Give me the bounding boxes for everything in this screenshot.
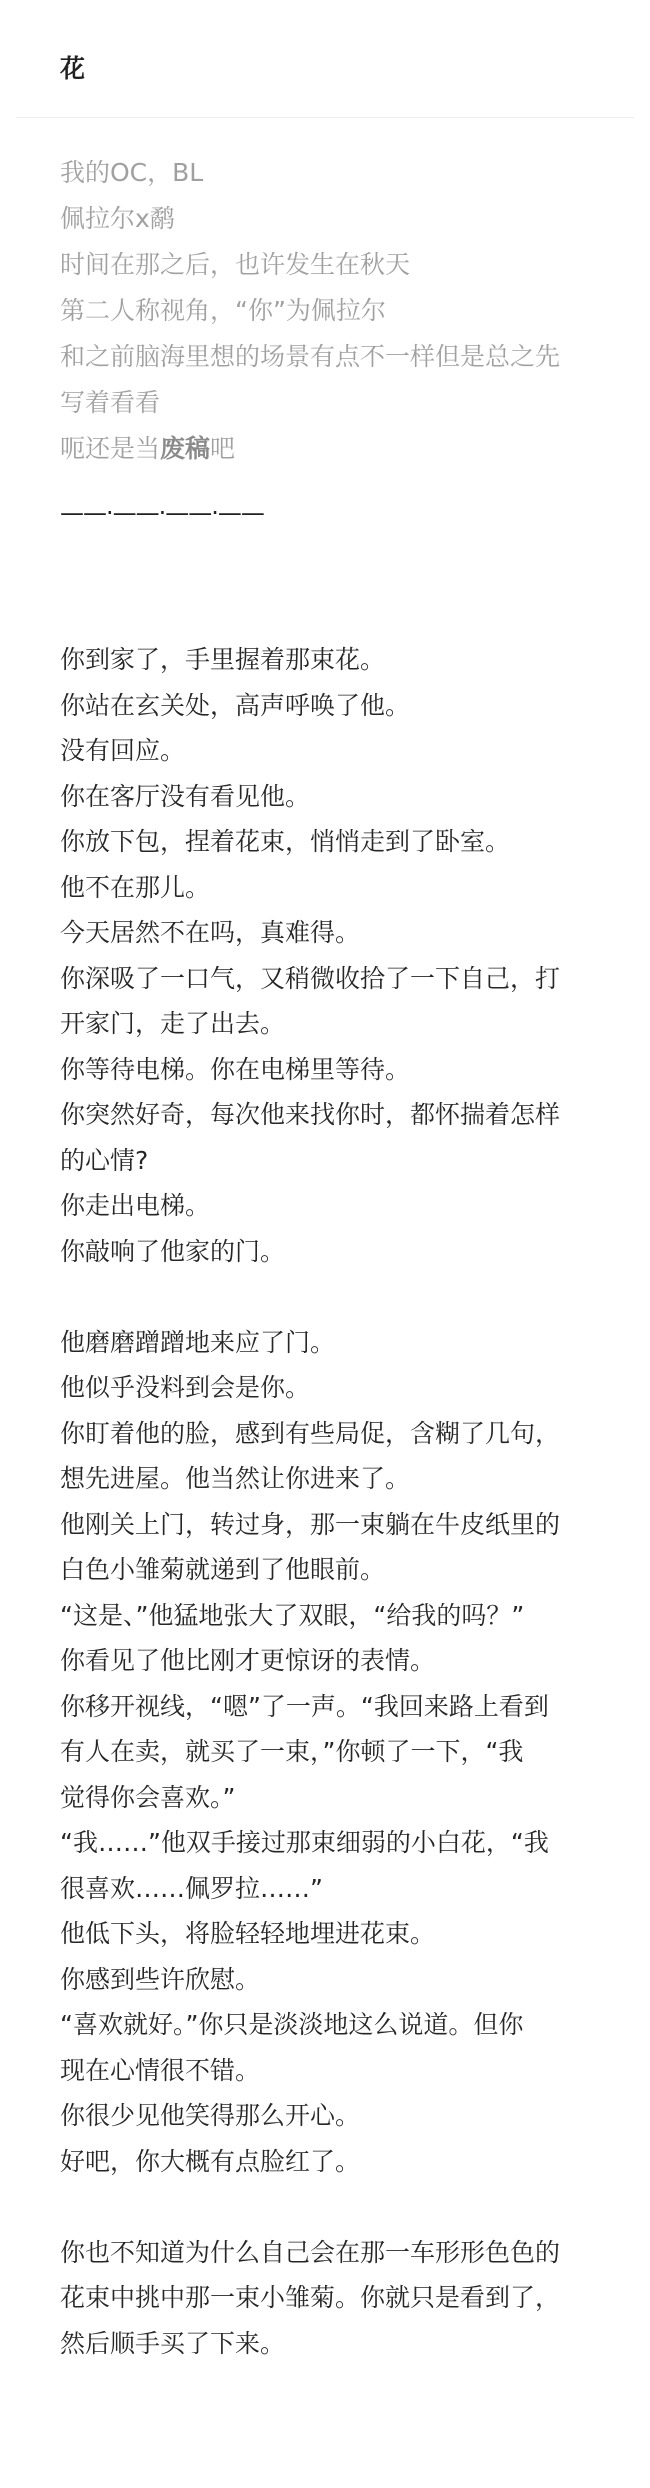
section-separator: ——·——·——·—— bbox=[60, 499, 264, 527]
story-line: “我……”他双手接过那束细弱的小白花，“我 bbox=[60, 1828, 549, 1857]
story-line: 你放下包，捏着花束，悄悄走到了卧室。 bbox=[60, 827, 511, 856]
story-line: 你看见了他比刚才更惊讶的表情。 bbox=[60, 1646, 436, 1675]
intro-line: 时间在那之后，也许发生在秋天 bbox=[60, 250, 411, 279]
intro-last-prefix: 呃还是当 bbox=[60, 434, 161, 463]
article-title: 花 bbox=[60, 54, 86, 83]
story-line: 你很少见他笑得那么开心。 bbox=[60, 2101, 361, 2130]
story-line: 花束中挑中那一束小雏菊。你就只是看到了， bbox=[60, 2283, 561, 2312]
story-line: 他似乎没料到会是你。 bbox=[60, 1373, 311, 1402]
title-divider bbox=[16, 117, 634, 118]
story-line: 好吧，你大概有点脸红了。 bbox=[60, 2146, 361, 2176]
story-line: 觉得你会喜欢。” bbox=[60, 1782, 236, 1812]
story-line: 你盯着他的脸，感到有些局促，含糊了几句， bbox=[60, 1418, 561, 1448]
paragraph-break bbox=[60, 2184, 620, 2230]
intro-last-suffix: 吧 bbox=[210, 434, 236, 463]
story-line: 没有回应。 bbox=[60, 736, 186, 765]
story-line: “喜欢就好。”你只是淡淡地这么说道。但你 bbox=[60, 2010, 524, 2039]
story-line: 现在心情很不错。 bbox=[60, 2055, 261, 2085]
story-line: 他磨磨蹭蹭地来应了门。 bbox=[60, 1327, 336, 1357]
intro-line: 写着看看 bbox=[60, 388, 161, 417]
story-line: 今天居然不在吗，真难得。 bbox=[60, 918, 361, 947]
story-line: 你等待电梯。你在电梯里等待。 bbox=[60, 1054, 411, 1084]
intro-line: 佩拉尔x鹬 bbox=[60, 204, 175, 233]
story-line: 你深吸了一口气，又稍微收拾了一下自己，打 bbox=[60, 963, 561, 993]
story-line: 你到家了，手里握着那束花。 bbox=[60, 645, 386, 674]
story-line: 你站在玄关处，高声呼唤了他。 bbox=[60, 690, 411, 720]
story-line: 你突然好奇，每次他来找你时，都怀揣着怎样 bbox=[60, 1100, 561, 1129]
intro-line: 第二人称视角，“你”为佩拉尔 bbox=[60, 296, 386, 325]
story-line: 开家门，走了出去。 bbox=[60, 1009, 286, 1038]
intro-line-last bbox=[60, 426, 620, 472]
story-line: 你移开视线，“嗯”了一声。“我回来路上看到 bbox=[60, 1691, 549, 1721]
intro-line: 和之前脑海里想的场景有点不一样但是总之先 bbox=[60, 342, 561, 371]
story-line: 你走出电梯。 bbox=[60, 1191, 211, 1220]
story-line: 你敲响了他家的门。 bbox=[60, 1236, 286, 1266]
story-line: 白色小雏菊就递到了他眼前。 bbox=[60, 1555, 386, 1584]
story-line: 他低下头，将脸轻轻地埋进花束。 bbox=[60, 1919, 436, 1948]
story-line: 很喜欢……佩罗拉……” bbox=[60, 1873, 323, 1903]
story-line: 有人在卖，就买了一束，”你顿了一下，“我 bbox=[60, 1737, 524, 1766]
story-line: 你在客厅没有看见他。 bbox=[60, 781, 311, 811]
intro-line: 我的OC，BL bbox=[60, 158, 204, 187]
story-line: 他刚关上门，转过身，那一束躺在牛皮纸里的 bbox=[60, 1509, 561, 1539]
story-line: 你感到些许欣慰。 bbox=[60, 1964, 261, 1994]
story-line: 他不在那儿。 bbox=[60, 872, 211, 902]
story-line: “这是、”他猛地张大了双眼，“给我的吗？” bbox=[60, 1600, 525, 1630]
story-line: 想先进屋。他当然让你进来了。 bbox=[60, 1464, 411, 1493]
story-body bbox=[60, 637, 620, 2366]
intro-last-strong: 废稿 bbox=[160, 434, 211, 463]
story-line: 你也不知道为什么自己会在那一车形形色色的 bbox=[60, 2237, 561, 2267]
story-line: 然后顺手买了下来。 bbox=[60, 2328, 286, 2358]
intro-notes bbox=[60, 150, 620, 472]
paragraph-break bbox=[60, 1274, 620, 1320]
story-line: 的心情? bbox=[60, 1145, 149, 1175]
